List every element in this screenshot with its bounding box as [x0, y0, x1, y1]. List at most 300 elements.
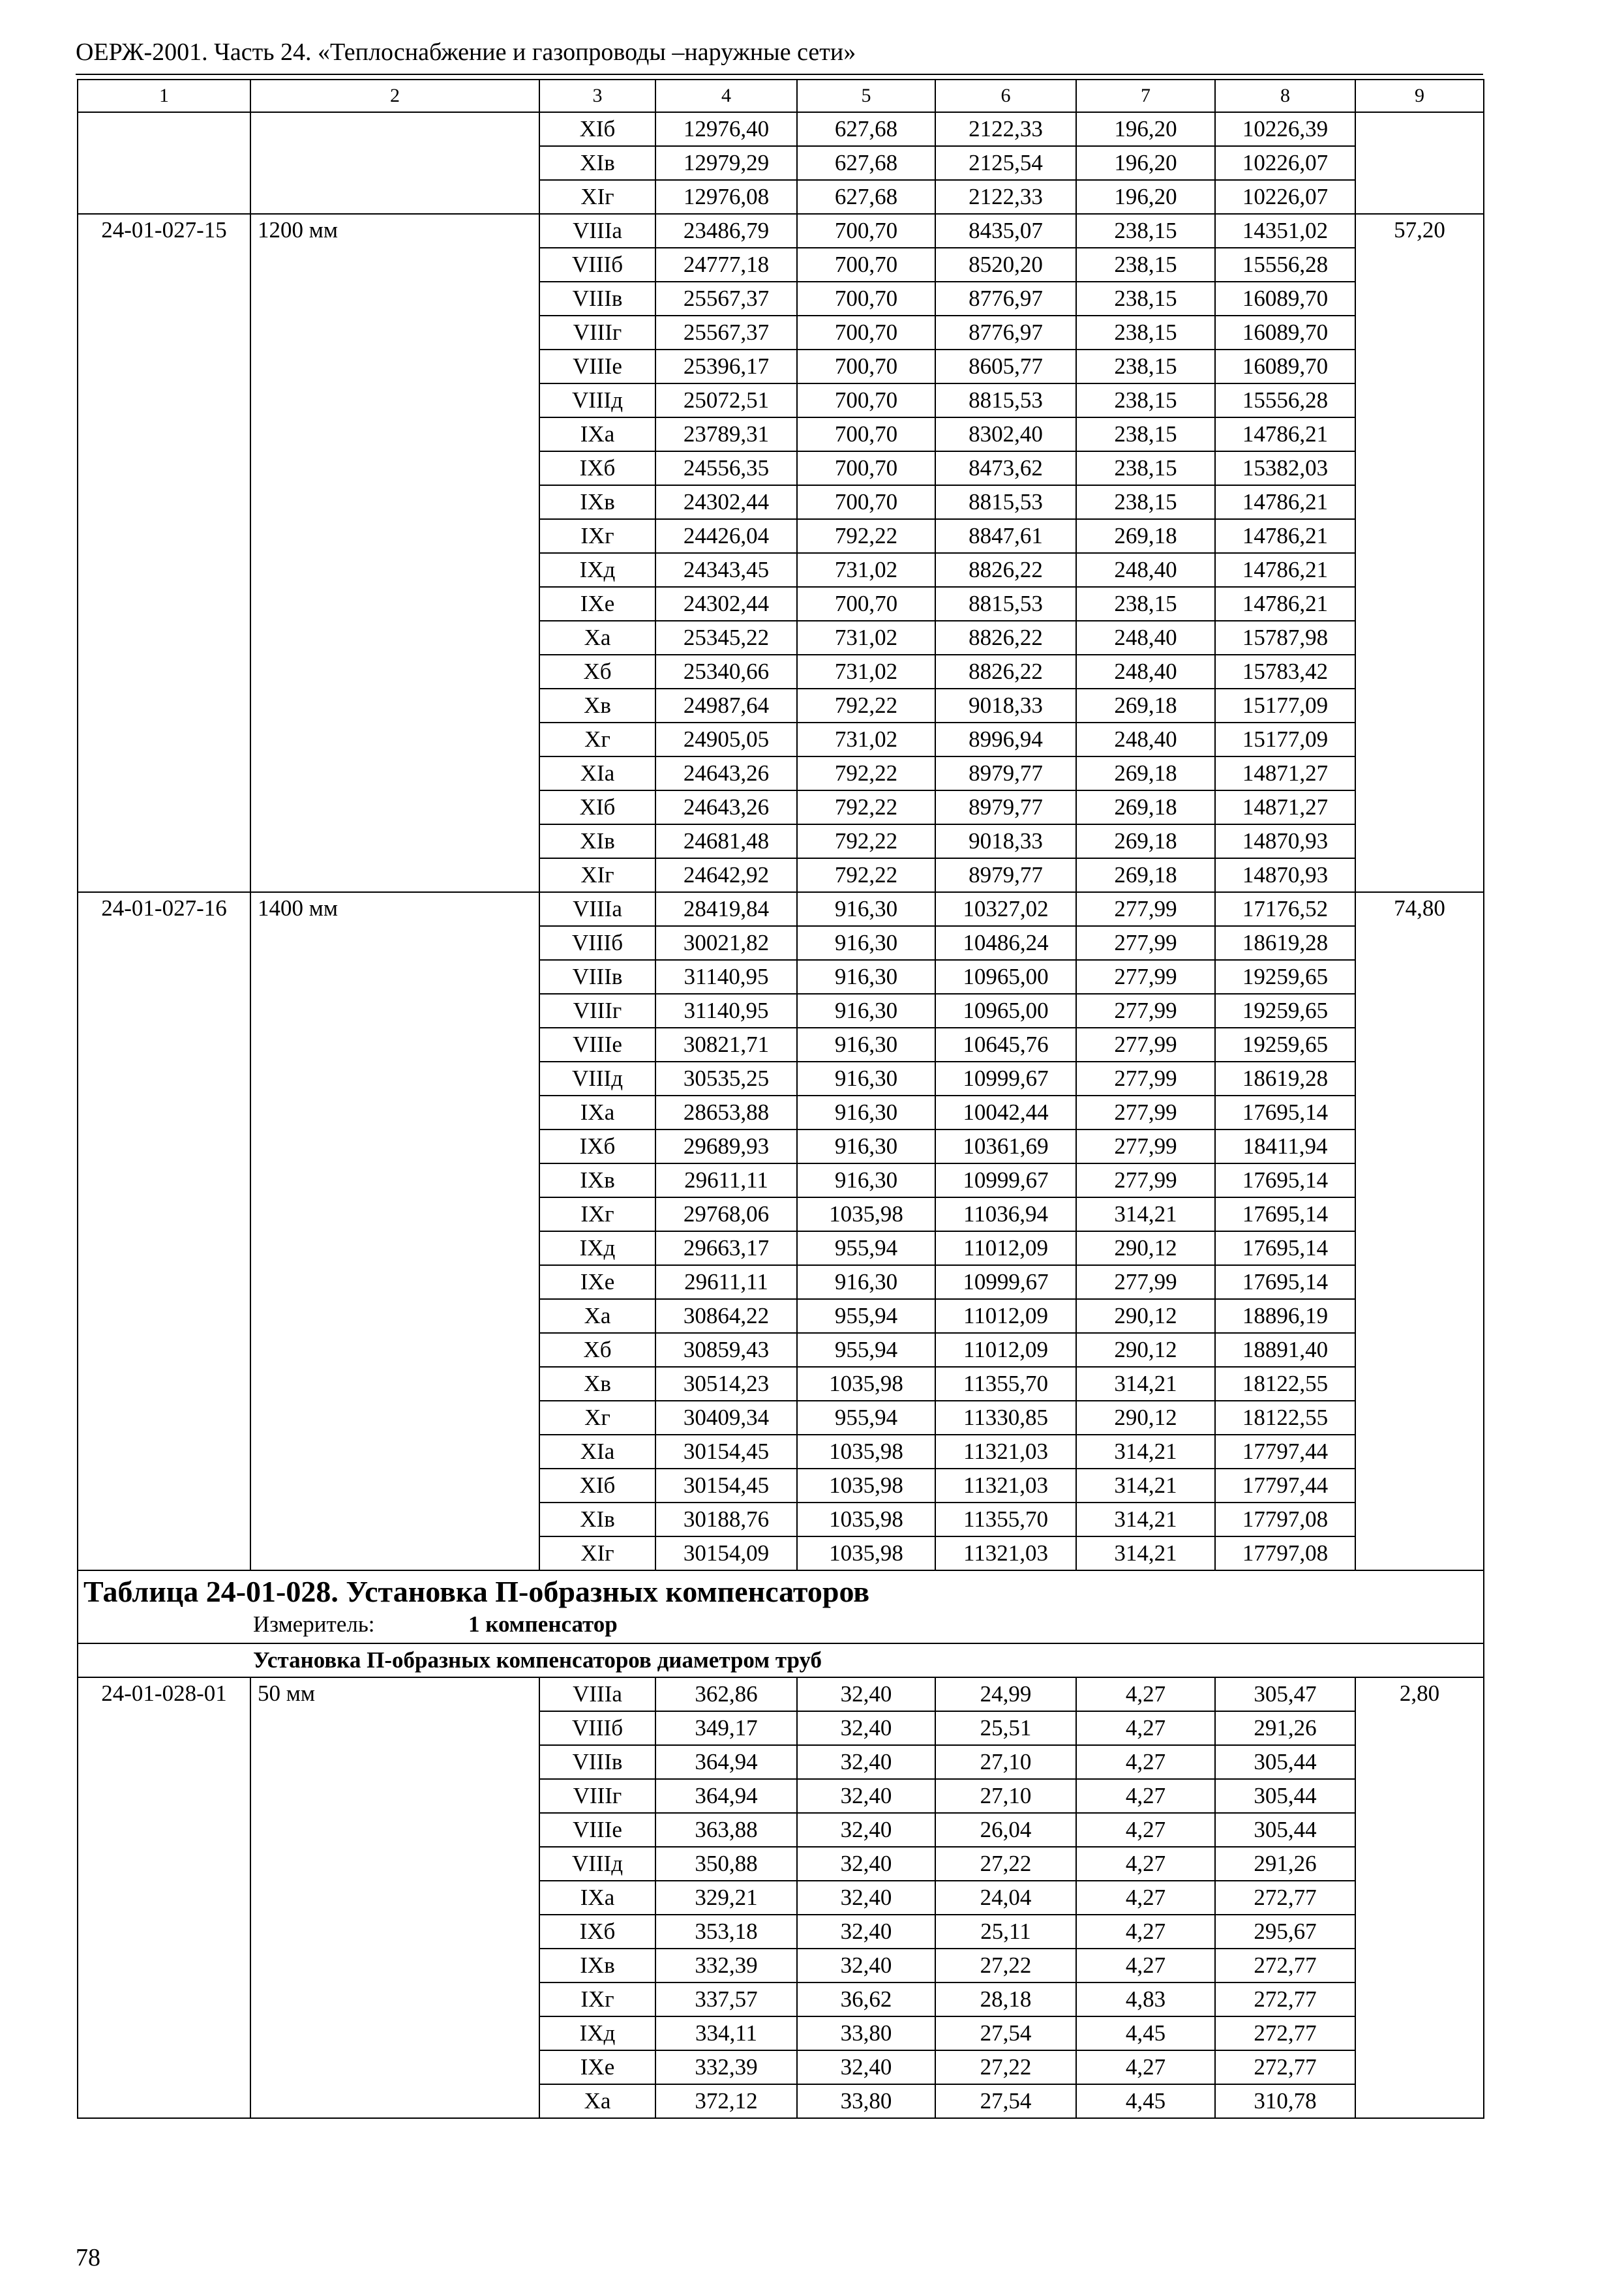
machines-cell: 8815,53 [935, 587, 1076, 621]
resource-cell: IXб [539, 1130, 655, 1163]
machines-cell: 8815,53 [935, 383, 1076, 417]
total-cost-cell: 28419,84 [655, 892, 797, 926]
total-cost-cell: 364,94 [655, 1745, 797, 1779]
price-table [77, 79, 1484, 2119]
resource-cell: Xб [539, 655, 655, 689]
wages-cell: 700,70 [797, 383, 935, 417]
wages-cell: 627,68 [797, 180, 935, 214]
materials-cell: 18122,55 [1215, 1367, 1355, 1401]
materials-cell: 15783,42 [1215, 655, 1355, 689]
materials-cell: 305,47 [1215, 1677, 1355, 1711]
materials-cell: 272,77 [1215, 1881, 1355, 1915]
total-cost-cell: 24302,44 [655, 485, 797, 519]
machines-cell: 11012,09 [935, 1299, 1076, 1333]
machines-cell: 10486,24 [935, 926, 1076, 960]
resource-cell: IXе [539, 1265, 655, 1299]
machines-cell: 10965,00 [935, 960, 1076, 994]
wages-cell: 792,22 [797, 519, 935, 553]
column-number-3: 3 [539, 80, 655, 112]
machinist-wages-cell: 196,20 [1076, 112, 1215, 146]
materials-cell: 19259,65 [1215, 994, 1355, 1028]
materials-cell: 18619,28 [1215, 926, 1355, 960]
resource-cell: IXв [539, 485, 655, 519]
machinist-wages-cell: 238,15 [1076, 383, 1215, 417]
rate-code [78, 112, 250, 214]
machines-cell: 8979,77 [935, 756, 1076, 790]
resource-cell: XIа [539, 756, 655, 790]
table-row [78, 892, 1484, 926]
materials-cell: 14786,21 [1215, 587, 1355, 621]
total-cost-cell: 25345,22 [655, 621, 797, 655]
total-cost-cell: 23486,79 [655, 214, 797, 248]
machinist-wages-cell: 269,18 [1076, 689, 1215, 723]
materials-cell: 17695,14 [1215, 1197, 1355, 1231]
wages-cell: 916,30 [797, 1062, 935, 1096]
materials-cell: 15556,28 [1215, 383, 1355, 417]
wages-cell: 33,80 [797, 2084, 935, 2118]
materials-cell: 14871,27 [1215, 790, 1355, 824]
total-cost-cell: 31140,95 [655, 960, 797, 994]
header-rule [76, 74, 1483, 75]
total-cost-cell: 25396,17 [655, 350, 797, 383]
column-number-1: 1 [78, 80, 250, 112]
table-row [78, 214, 1484, 248]
materials-cell: 17797,08 [1215, 1536, 1355, 1570]
table-row [78, 1677, 1484, 1711]
materials-cell: 17797,44 [1215, 1469, 1355, 1503]
total-cost-cell: 363,88 [655, 1813, 797, 1847]
running-header: ОЕРЖ-2001. Часть 24. «Теплоснабжение и газопроводы –наружные сети» [76, 38, 856, 66]
wages-cell: 627,68 [797, 146, 935, 180]
materials-cell: 10226,39 [1215, 112, 1355, 146]
resource-cell: XIв [539, 824, 655, 858]
wages-cell: 1035,98 [797, 1536, 935, 1570]
machines-cell: 8826,22 [935, 621, 1076, 655]
wages-cell: 916,30 [797, 926, 935, 960]
machines-cell: 11012,09 [935, 1333, 1076, 1367]
total-cost-cell: 337,57 [655, 1982, 797, 2016]
machines-cell: 11355,70 [935, 1367, 1076, 1401]
machines-cell: 28,18 [935, 1982, 1076, 2016]
wages-cell: 916,30 [797, 1028, 935, 1062]
resource-cell: VIIIа [539, 1677, 655, 1711]
machines-cell: 11330,85 [935, 1401, 1076, 1435]
materials-cell: 295,67 [1215, 1915, 1355, 1949]
materials-cell: 272,77 [1215, 2016, 1355, 2050]
machines-cell: 9018,33 [935, 824, 1076, 858]
machinist-wages-cell: 248,40 [1076, 553, 1215, 587]
materials-cell: 14870,93 [1215, 824, 1355, 858]
machinist-wages-cell: 238,15 [1076, 350, 1215, 383]
rate-code: 24-01-027-15 [78, 214, 250, 892]
resource-cell: VIIIе [539, 1813, 655, 1847]
machines-cell: 10361,69 [935, 1130, 1076, 1163]
machines-cell: 8847,61 [935, 519, 1076, 553]
total-cost-cell: 28653,88 [655, 1096, 797, 1130]
total-cost-cell: 30188,76 [655, 1503, 797, 1536]
resource-cell: VIIIд [539, 383, 655, 417]
machines-cell: 11012,09 [935, 1231, 1076, 1265]
resource-cell: VIIIв [539, 960, 655, 994]
machines-cell: 8776,97 [935, 282, 1076, 316]
wages-cell: 32,40 [797, 1711, 935, 1745]
materials-cell: 17797,44 [1215, 1435, 1355, 1469]
machines-cell: 8302,40 [935, 417, 1076, 451]
resource-cell: VIIIе [539, 1028, 655, 1062]
total-cost-cell: 25567,37 [655, 316, 797, 350]
total-cost-cell: 25340,66 [655, 655, 797, 689]
wages-cell: 792,22 [797, 824, 935, 858]
machinist-wages-cell: 4,27 [1076, 1745, 1215, 1779]
column-number-5: 5 [797, 80, 935, 112]
total-cost-cell: 24643,26 [655, 790, 797, 824]
materials-cell: 19259,65 [1215, 960, 1355, 994]
column-number-4: 4 [655, 80, 797, 112]
subheading: Установка П-образных компенсаторов диаметром труб [78, 1643, 1484, 1677]
resource-cell: VIIIа [539, 892, 655, 926]
total-cost-cell: 30864,22 [655, 1299, 797, 1333]
materials-cell: 14351,02 [1215, 214, 1355, 248]
materials-cell: 10226,07 [1215, 146, 1355, 180]
machinist-wages-cell: 290,12 [1076, 1231, 1215, 1265]
machinist-wages-cell: 269,18 [1076, 519, 1215, 553]
materials-cell: 14870,93 [1215, 858, 1355, 892]
machines-cell: 8996,94 [935, 723, 1076, 756]
wages-cell: 916,30 [797, 1130, 935, 1163]
resource-cell: IXб [539, 451, 655, 485]
resource-cell: VIIIб [539, 248, 655, 282]
column-number-2: 2 [250, 80, 539, 112]
machinist-wages-cell: 290,12 [1076, 1333, 1215, 1367]
total-cost-cell: 30154,45 [655, 1435, 797, 1469]
machinist-wages-cell: 277,99 [1076, 1163, 1215, 1197]
materials-cell: 291,26 [1215, 1847, 1355, 1881]
resource-cell: VIIIб [539, 926, 655, 960]
total-cost-cell: 332,39 [655, 1949, 797, 1982]
machines-cell: 27,22 [935, 2050, 1076, 2084]
total-cost-cell: 329,21 [655, 1881, 797, 1915]
total-cost-cell: 30514,23 [655, 1367, 797, 1401]
resource-cell: IXе [539, 587, 655, 621]
materials-cell: 305,44 [1215, 1745, 1355, 1779]
wages-cell: 32,40 [797, 1745, 935, 1779]
machinist-wages-cell: 314,21 [1076, 1367, 1215, 1401]
materials-cell: 18619,28 [1215, 1062, 1355, 1096]
total-cost-cell: 23789,31 [655, 417, 797, 451]
materials-cell: 305,44 [1215, 1779, 1355, 1813]
total-cost-cell: 12979,29 [655, 146, 797, 180]
wages-cell: 700,70 [797, 248, 935, 282]
machines-cell: 8776,97 [935, 316, 1076, 350]
machinist-wages-cell: 248,40 [1076, 621, 1215, 655]
machines-cell: 26,04 [935, 1813, 1076, 1847]
total-cost-cell: 24643,26 [655, 756, 797, 790]
price-table-body [78, 80, 1484, 2118]
wages-cell: 32,40 [797, 1813, 935, 1847]
resource-cell: VIIIг [539, 994, 655, 1028]
materials-cell: 17695,14 [1215, 1265, 1355, 1299]
total-cost-cell: 30821,71 [655, 1028, 797, 1062]
total-cost-cell: 372,12 [655, 2084, 797, 2118]
column-number-6: 6 [935, 80, 1076, 112]
machinist-wages-cell: 277,99 [1076, 994, 1215, 1028]
machinist-wages-cell: 314,21 [1076, 1469, 1215, 1503]
resource-cell: Xв [539, 1367, 655, 1401]
resource-cell: VIIIа [539, 214, 655, 248]
machines-cell: 27,22 [935, 1949, 1076, 1982]
machinist-wages-cell: 269,18 [1076, 858, 1215, 892]
resource-cell: IXг [539, 1982, 655, 2016]
wages-cell: 32,40 [797, 1881, 935, 1915]
materials-cell: 14786,21 [1215, 485, 1355, 519]
total-cost-cell: 364,94 [655, 1779, 797, 1813]
total-cost-cell: 30154,09 [655, 1536, 797, 1570]
total-cost-cell: 29663,17 [655, 1231, 797, 1265]
rate-code: 24-01-028-01 [78, 1677, 250, 2118]
subheading-row [78, 1643, 1484, 1677]
resource-cell: IXб [539, 1915, 655, 1949]
machinist-wages-cell: 4,27 [1076, 1779, 1215, 1813]
materials-cell: 10226,07 [1215, 180, 1355, 214]
wages-cell: 731,02 [797, 723, 935, 756]
machinist-wages-cell: 277,99 [1076, 892, 1215, 926]
machines-cell: 11321,03 [935, 1469, 1076, 1503]
machinist-wages-cell: 277,99 [1076, 926, 1215, 960]
machines-cell: 10999,67 [935, 1265, 1076, 1299]
wages-cell: 700,70 [797, 214, 935, 248]
resource-cell: Xа [539, 621, 655, 655]
section-title: Таблица 24-01-028. Установка П-образных компенсаторов [83, 1575, 870, 1608]
machinist-wages-cell: 290,12 [1076, 1299, 1215, 1333]
machinist-wages-cell: 269,18 [1076, 824, 1215, 858]
resource-cell: IXд [539, 2016, 655, 2050]
machines-cell: 27,22 [935, 1847, 1076, 1881]
materials-cell: 17695,14 [1215, 1096, 1355, 1130]
wages-cell: 955,94 [797, 1333, 935, 1367]
machinist-wages-cell: 238,15 [1076, 417, 1215, 451]
wages-cell: 792,22 [797, 790, 935, 824]
labor-consumption [1355, 112, 1484, 214]
materials-cell: 15177,09 [1215, 723, 1355, 756]
machinist-wages-cell: 314,21 [1076, 1536, 1215, 1570]
wages-cell: 955,94 [797, 1401, 935, 1435]
machines-cell: 24,04 [935, 1881, 1076, 1915]
wages-cell: 32,40 [797, 1915, 935, 1949]
materials-cell: 272,77 [1215, 1949, 1355, 1982]
labor-consumption: 74,80 [1355, 892, 1484, 1570]
machinist-wages-cell: 238,15 [1076, 316, 1215, 350]
materials-cell: 310,78 [1215, 2084, 1355, 2118]
machines-cell: 11321,03 [935, 1536, 1076, 1570]
total-cost-cell: 31140,95 [655, 994, 797, 1028]
unit-line [83, 1610, 1478, 1639]
machinist-wages-cell: 238,15 [1076, 485, 1215, 519]
total-cost-cell: 24302,44 [655, 587, 797, 621]
machines-cell: 11036,94 [935, 1197, 1076, 1231]
resource-cell: XIа [539, 1435, 655, 1469]
machinist-wages-cell: 4,27 [1076, 1847, 1215, 1881]
wages-cell: 916,30 [797, 1163, 935, 1197]
resource-cell: XIб [539, 1469, 655, 1503]
machinist-wages-cell: 4,27 [1076, 1949, 1215, 1982]
materials-cell: 15177,09 [1215, 689, 1355, 723]
machinist-wages-cell: 314,21 [1076, 1435, 1215, 1469]
total-cost-cell: 30859,43 [655, 1333, 797, 1367]
machines-cell: 11321,03 [935, 1435, 1076, 1469]
rate-name [250, 112, 539, 214]
resource-cell: Xг [539, 1401, 655, 1435]
resource-cell: VIIIе [539, 350, 655, 383]
wages-cell: 916,30 [797, 892, 935, 926]
wages-cell: 955,94 [797, 1231, 935, 1265]
machines-cell: 8979,77 [935, 790, 1076, 824]
resource-cell: XIв [539, 146, 655, 180]
total-cost-cell: 24426,04 [655, 519, 797, 553]
total-cost-cell: 29768,06 [655, 1197, 797, 1231]
machines-cell: 2122,33 [935, 112, 1076, 146]
materials-cell: 14786,21 [1215, 417, 1355, 451]
wages-cell: 955,94 [797, 1299, 935, 1333]
materials-cell: 17695,14 [1215, 1163, 1355, 1197]
machinist-wages-cell: 196,20 [1076, 146, 1215, 180]
machines-cell: 8979,77 [935, 858, 1076, 892]
materials-cell: 18411,94 [1215, 1130, 1355, 1163]
rate-name: 1400 мм [250, 892, 539, 1570]
resource-cell: XIг [539, 858, 655, 892]
resource-cell: IXа [539, 417, 655, 451]
wages-cell: 32,40 [797, 1847, 935, 1881]
materials-cell: 18896,19 [1215, 1299, 1355, 1333]
materials-cell: 18122,55 [1215, 1401, 1355, 1435]
machinist-wages-cell: 277,99 [1076, 1096, 1215, 1130]
resource-cell: IXа [539, 1881, 655, 1915]
materials-cell: 17797,08 [1215, 1503, 1355, 1536]
resource-cell: IXв [539, 1163, 655, 1197]
machines-cell: 8826,22 [935, 655, 1076, 689]
machinist-wages-cell: 238,15 [1076, 587, 1215, 621]
machines-cell: 8605,77 [935, 350, 1076, 383]
resource-cell: IXе [539, 2050, 655, 2084]
machines-cell: 10042,44 [935, 1096, 1076, 1130]
machinist-wages-cell: 238,15 [1076, 282, 1215, 316]
rate-name: 1200 мм [250, 214, 539, 892]
machines-cell: 10999,67 [935, 1062, 1076, 1096]
unit-value: 1 компенсатор [468, 1611, 618, 1637]
labor-consumption: 2,80 [1355, 1677, 1484, 2118]
materials-cell: 17695,14 [1215, 1231, 1355, 1265]
materials-cell: 18891,40 [1215, 1333, 1355, 1367]
machinist-wages-cell: 238,15 [1076, 248, 1215, 282]
unit-label: Измеритель: [253, 1611, 375, 1637]
total-cost-cell: 350,88 [655, 1847, 797, 1881]
materials-cell: 272,77 [1215, 1982, 1355, 2016]
machines-cell: 8473,62 [935, 451, 1076, 485]
wages-cell: 916,30 [797, 1096, 935, 1130]
machinist-wages-cell: 277,99 [1076, 1265, 1215, 1299]
machinist-wages-cell: 4,45 [1076, 2084, 1215, 2118]
labor-consumption: 57,20 [1355, 214, 1484, 892]
resource-cell: IXг [539, 1197, 655, 1231]
machines-cell: 8435,07 [935, 214, 1076, 248]
resource-cell: XIг [539, 180, 655, 214]
total-cost-cell: 24777,18 [655, 248, 797, 282]
total-cost-cell: 29611,11 [655, 1265, 797, 1299]
resource-cell: Xа [539, 1299, 655, 1333]
total-cost-cell: 332,39 [655, 2050, 797, 2084]
resource-cell: VIIIг [539, 1779, 655, 1813]
machinist-wages-cell: 314,21 [1076, 1503, 1215, 1536]
materials-cell: 14786,21 [1215, 519, 1355, 553]
machines-cell: 25,51 [935, 1711, 1076, 1745]
wages-cell: 627,68 [797, 112, 935, 146]
wages-cell: 792,22 [797, 858, 935, 892]
machinist-wages-cell: 248,40 [1076, 655, 1215, 689]
resource-cell: VIIIд [539, 1847, 655, 1881]
total-cost-cell: 29689,93 [655, 1130, 797, 1163]
total-cost-cell: 24987,64 [655, 689, 797, 723]
wages-cell: 700,70 [797, 485, 935, 519]
total-cost-cell: 30154,45 [655, 1469, 797, 1503]
wages-cell: 32,40 [797, 1677, 935, 1711]
machinist-wages-cell: 4,27 [1076, 1711, 1215, 1745]
machines-cell: 8815,53 [935, 485, 1076, 519]
total-cost-cell: 24642,92 [655, 858, 797, 892]
total-cost-cell: 24681,48 [655, 824, 797, 858]
total-cost-cell: 334,11 [655, 2016, 797, 2050]
resource-cell: VIIIб [539, 1711, 655, 1745]
wages-cell: 731,02 [797, 621, 935, 655]
machinist-wages-cell: 269,18 [1076, 790, 1215, 824]
wages-cell: 32,40 [797, 1779, 935, 1813]
machines-cell: 8520,20 [935, 248, 1076, 282]
materials-cell: 17176,52 [1215, 892, 1355, 926]
wages-cell: 700,70 [797, 451, 935, 485]
total-cost-cell: 30409,34 [655, 1401, 797, 1435]
wages-cell: 792,22 [797, 689, 935, 723]
resource-cell: Xг [539, 723, 655, 756]
materials-cell: 291,26 [1215, 1711, 1355, 1745]
machines-cell: 10327,02 [935, 892, 1076, 926]
machines-cell: 27,54 [935, 2016, 1076, 2050]
rate-code: 24-01-027-16 [78, 892, 250, 1570]
wages-cell: 700,70 [797, 417, 935, 451]
total-cost-cell: 30021,82 [655, 926, 797, 960]
section-header [78, 1570, 1484, 1643]
resource-cell: XIб [539, 112, 655, 146]
wages-cell: 36,62 [797, 1982, 935, 2016]
machinist-wages-cell: 314,21 [1076, 1197, 1215, 1231]
materials-cell: 16089,70 [1215, 282, 1355, 316]
resource-cell: Xа [539, 2084, 655, 2118]
wages-cell: 700,70 [797, 350, 935, 383]
resource-cell: VIIIв [539, 1745, 655, 1779]
resource-cell: VIIIд [539, 1062, 655, 1096]
total-cost-cell: 24905,05 [655, 723, 797, 756]
machinist-wages-cell: 277,99 [1076, 1130, 1215, 1163]
machines-cell: 27,10 [935, 1745, 1076, 1779]
table-row [78, 112, 1484, 146]
machinist-wages-cell: 196,20 [1076, 180, 1215, 214]
total-cost-cell: 12976,08 [655, 180, 797, 214]
machinist-wages-cell: 238,15 [1076, 214, 1215, 248]
total-cost-cell: 349,17 [655, 1711, 797, 1745]
wages-cell: 731,02 [797, 553, 935, 587]
materials-cell: 15382,03 [1215, 451, 1355, 485]
section-header-row [78, 1570, 1484, 1643]
machines-cell: 10965,00 [935, 994, 1076, 1028]
resource-cell: IXа [539, 1096, 655, 1130]
total-cost-cell: 24556,35 [655, 451, 797, 485]
